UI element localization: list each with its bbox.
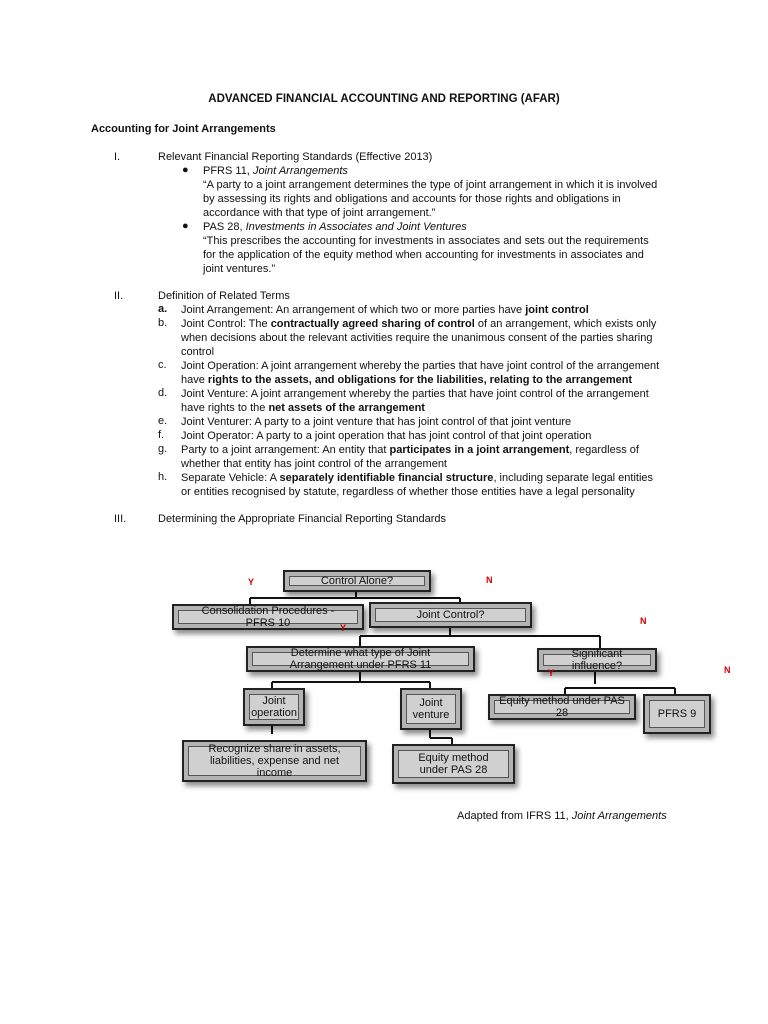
term-letter: b.	[158, 317, 168, 329]
bullet-2-quote-line: joint ventures.”	[203, 263, 276, 275]
bullet-2-italic: Investments in Associates and Joint Ventures	[245, 221, 467, 233]
no-label: N	[640, 616, 647, 626]
node-control-alone	[283, 570, 431, 592]
bullet-icon: ●	[182, 220, 189, 232]
term-e: Joint Venturer: A party to a joint venture that has joint control of that joint venture	[181, 416, 572, 428]
term-c-cont-bold: rights to the assets, and obligations for the liabilities, relating to the arrangement	[207, 374, 633, 386]
node-equity-method-associate	[488, 694, 636, 720]
term-letter: g.	[158, 443, 168, 455]
term-a-bold: joint control	[525, 304, 589, 316]
term-b-continuation: when decisions about the relevant activities require the unanimous consent of the parties sharing	[181, 332, 653, 344]
node-joint-operation	[243, 688, 305, 726]
term-f: Joint Operator: A party to a joint operation that has joint control of that joint operation	[181, 430, 592, 442]
term-h-post: , including separate legal entities	[493, 472, 654, 484]
caption-text: Adapted from IFRS 11,	[457, 810, 572, 822]
node-equity-method-associate-label: Equity method under PAS 28	[499, 695, 625, 719]
term-h-continuation: or entities recognised by statute, regardless of whether those entities have a legal personality	[181, 486, 635, 498]
term-g-post: , regardless of	[569, 444, 639, 456]
node-pfrs9	[643, 694, 711, 734]
bullet-1-quote-line: “A party to a joint arrangement determines the type of joint arrangement in which it is involved	[203, 179, 658, 191]
bullet-1-label: PFRS 11,	[203, 165, 253, 177]
document-subtitle: Accounting for Joint Arrangements	[91, 123, 276, 135]
bullet-1-italic: Joint Arrangements	[252, 165, 348, 177]
node-control-alone-label: Control Alone?	[320, 575, 394, 587]
bullet-1-quote-line: accordance with that type of joint arrangement.”	[203, 207, 436, 219]
yes-label: Y	[548, 668, 555, 678]
node-joint-control	[369, 602, 532, 628]
node-joint-control-label: Joint Control?	[416, 609, 485, 621]
section-3-number: III.	[114, 513, 127, 525]
term-c-cont-text: have	[181, 374, 208, 386]
term-c: Joint Operation: A joint arrangement whereby the parties that have joint control of the arrangement	[181, 360, 660, 372]
bullet-1-quote-line: by assessing its rights and obligations and accounts for those rights and obligations in	[203, 193, 621, 205]
term-letter: d.	[158, 387, 168, 399]
term-b-text: Joint Control: The	[181, 318, 271, 330]
node-significant-influence	[537, 648, 657, 672]
term-d: Joint Venture: A joint arrangement whereby the parties that have joint control of the arrangement	[181, 388, 649, 400]
term-letter: f.	[158, 429, 165, 441]
yes-label: Y	[340, 623, 347, 633]
term-g-text: Party to a joint arrangement: An entity that	[181, 444, 390, 456]
term-letter: h.	[158, 471, 168, 483]
node-joint-operation-label: Joint operation	[251, 695, 297, 719]
node-equity-method-venture	[392, 744, 515, 784]
document-title: ADVANCED FINANCIAL ACCOUNTING AND REPORTING (AFAR)	[208, 93, 560, 105]
caption-italic: Joint Arrangements	[571, 810, 667, 822]
no-label: N	[486, 575, 493, 585]
node-joint-venture	[400, 688, 462, 730]
term-b-post: of an arrangement, which exists only	[474, 318, 657, 330]
node-equity-method-venture-label: Equity method under PAS 28	[418, 752, 489, 776]
node-consolidation	[172, 604, 364, 630]
term-d-cont-text: have rights to the	[181, 402, 269, 414]
yes-label: Y	[248, 577, 255, 587]
section-2-number: II.	[114, 290, 124, 302]
node-determine-type-label: Determine what type of Joint Arrangement under PFRS 11	[289, 647, 432, 671]
bullet-icon: ●	[182, 164, 189, 176]
term-b-continuation: control	[181, 346, 215, 358]
node-consolidation-label: Consolidation Procedures - PFRS 10	[201, 605, 335, 629]
node-recognize-share	[182, 740, 367, 782]
term-letter: e.	[158, 415, 168, 427]
bullet-2-quote-line: “This prescribes the accounting for investments in associates and sets out the requirements	[203, 235, 649, 247]
term-g-continuation: whether that entity has joint control of the arrangement	[181, 458, 447, 470]
term-d-cont-bold: net assets of the arrangement	[268, 402, 425, 414]
term-g-bold: participates in a joint arrangement	[389, 444, 570, 456]
no-label: N	[724, 665, 731, 675]
term-letter: a.	[158, 303, 168, 315]
term-letter: c.	[158, 359, 167, 371]
term-h-bold: separately identifiable financial structure	[279, 472, 494, 484]
section-3-heading: Determining the Appropriate Financial Reporting Standards	[158, 513, 446, 525]
node-pfrs9-label: PFRS 9	[657, 708, 697, 720]
section-2-heading: Definition of Related Terms	[158, 290, 290, 302]
node-joint-venture-label: Joint venture	[412, 697, 450, 721]
diagram-caption	[457, 810, 667, 822]
bullet-2-label: PAS 28,	[203, 221, 246, 233]
bullet-2-quote-line: for the application of the equity method when accounting for investments in associates and	[203, 249, 644, 261]
term-a-text: Joint Arrangement: An arrangement of which two or more parties have	[181, 304, 526, 316]
term-h-text: Separate Vehicle: A	[181, 472, 280, 484]
node-significant-influence-label: Significant influence?	[571, 648, 623, 672]
term-b-bold: contractually agreed sharing of control	[270, 318, 475, 330]
node-determine-type	[246, 646, 475, 672]
node-recognize-share-label: Recognize share in assets, liabilities, expense and net income	[208, 743, 341, 779]
section-1-number: I.	[114, 151, 121, 163]
section-1-heading: Relevant Financial Reporting Standards (Effective 2013)	[158, 151, 433, 163]
